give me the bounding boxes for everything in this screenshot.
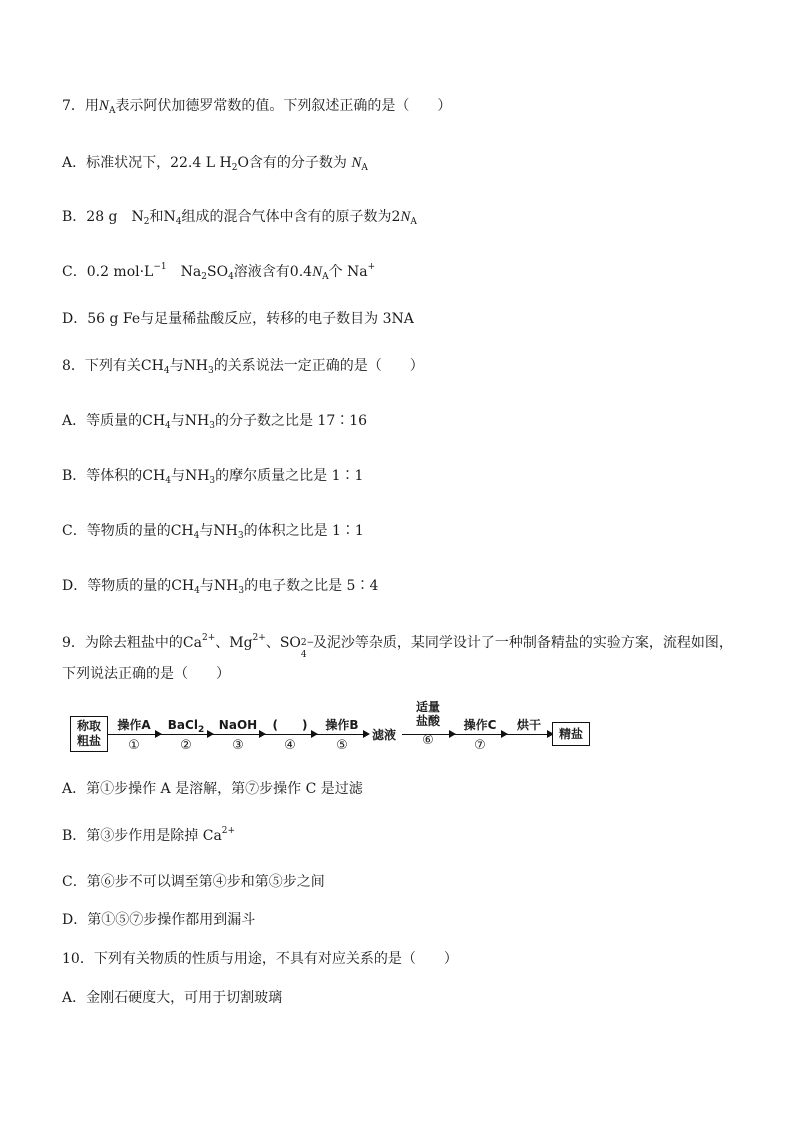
flow-step-8: 烘干 xyxy=(516,718,541,732)
flow-step-7: 操作C ⑦ xyxy=(463,718,497,753)
flow-filtrate-label: 滤液 xyxy=(372,728,397,742)
flow-arrow-3 xyxy=(212,734,264,735)
q7-stem: 7．用$N_A$表示阿伏加德罗常数的值。下列叙述正确的是（ ） xyxy=(62,98,452,116)
flow-arrow-8 xyxy=(506,734,552,735)
q9-stem-line2: 下列说法正确的是（ ） xyxy=(62,666,230,682)
q7-option-b: B．28 g $N_2$和$N_4$组成的混合气体中含有的原子数为$2N_A$ xyxy=(62,209,417,227)
salt-purification-flowchart xyxy=(62,700,602,760)
q9-option-b: B．第③步作用是除掉 $Ca^{2+}$ xyxy=(62,826,236,844)
flow-arrow-7 xyxy=(454,734,506,735)
flow-start-box: 称取 粗盐 xyxy=(70,716,108,752)
q8-option-a: A．等质量的$CH_4$与$NH_3$的分子数之比是 17∶16 xyxy=(62,413,368,431)
flow-arrow-4 xyxy=(264,734,316,735)
q9-option-a: A．第①步操作 A 是溶解，第⑦步操作 C 是过滤 xyxy=(62,781,363,797)
flow-arrow-5 xyxy=(316,734,368,735)
q7-option-a: A．标准状况下，22.4 L $H_2O$含有的分子数为 $N_A$ xyxy=(62,155,368,173)
q8-option-d: D．等物质的量的$CH_4$与$NH_3$的电子数之比是 5∶4 xyxy=(62,578,379,596)
flow-end-box: 精盐 xyxy=(552,722,590,746)
flow-step-6: 适量 盐酸 ⑥ xyxy=(415,700,440,748)
q7-option-d: D．56 g Fe与足量稀盐酸反应，转移的电子数目为 3NA xyxy=(62,311,414,327)
q9-option-d: D．第①⑤⑦步操作都用到漏斗 xyxy=(62,912,256,928)
q9-stem-line1: 9．为除去粗盐中的$Ca^{2+}$、$Mg^{2+}$、SO 2− 4 及泥沙等杂质，某同学设计了一种制备精盐的实验方案，流程如图， xyxy=(62,633,733,660)
flow-step-3: NaOH ③ xyxy=(218,718,258,753)
q8-option-b: B．等体积的$CH_4$与$NH_3$的摩尔质量之比是 1∶1 xyxy=(62,468,364,486)
q10-stem: 10．下列有关物质的性质与用途，不具有对应关系的是（ ） xyxy=(62,951,458,967)
flow-step-4: ( ) ④ xyxy=(272,718,308,753)
flow-step-1: 操作A ① xyxy=(117,718,151,753)
flow-step-5: 操作B ⑤ xyxy=(325,718,359,753)
q8-stem: 8．下列有关$CH_4$与$NH_3$的关系说法一定正确的是（ ） xyxy=(62,358,424,376)
q7-option-c: C．0.2 $mol\cdot L^{-1}$ $Na_2SO_4$溶液含有$0.4N_A$个 Na+ xyxy=(62,262,376,282)
flow-step-2: BaCl$_2$ ② xyxy=(167,718,205,753)
flow-arrow-6 xyxy=(402,734,454,735)
q10-option-a: A．金刚石硬度大，可用于切割玻璃 xyxy=(62,990,283,1006)
q9-option-c: C．第⑥步不可以调至第④步和第⑤步之间 xyxy=(62,874,325,890)
flow-arrow-1 xyxy=(108,734,160,735)
q8-option-c: C．等物质的量的$CH_4$与$NH_3$的体积之比是 1∶1 xyxy=(62,523,364,541)
flow-arrow-2 xyxy=(160,734,212,735)
